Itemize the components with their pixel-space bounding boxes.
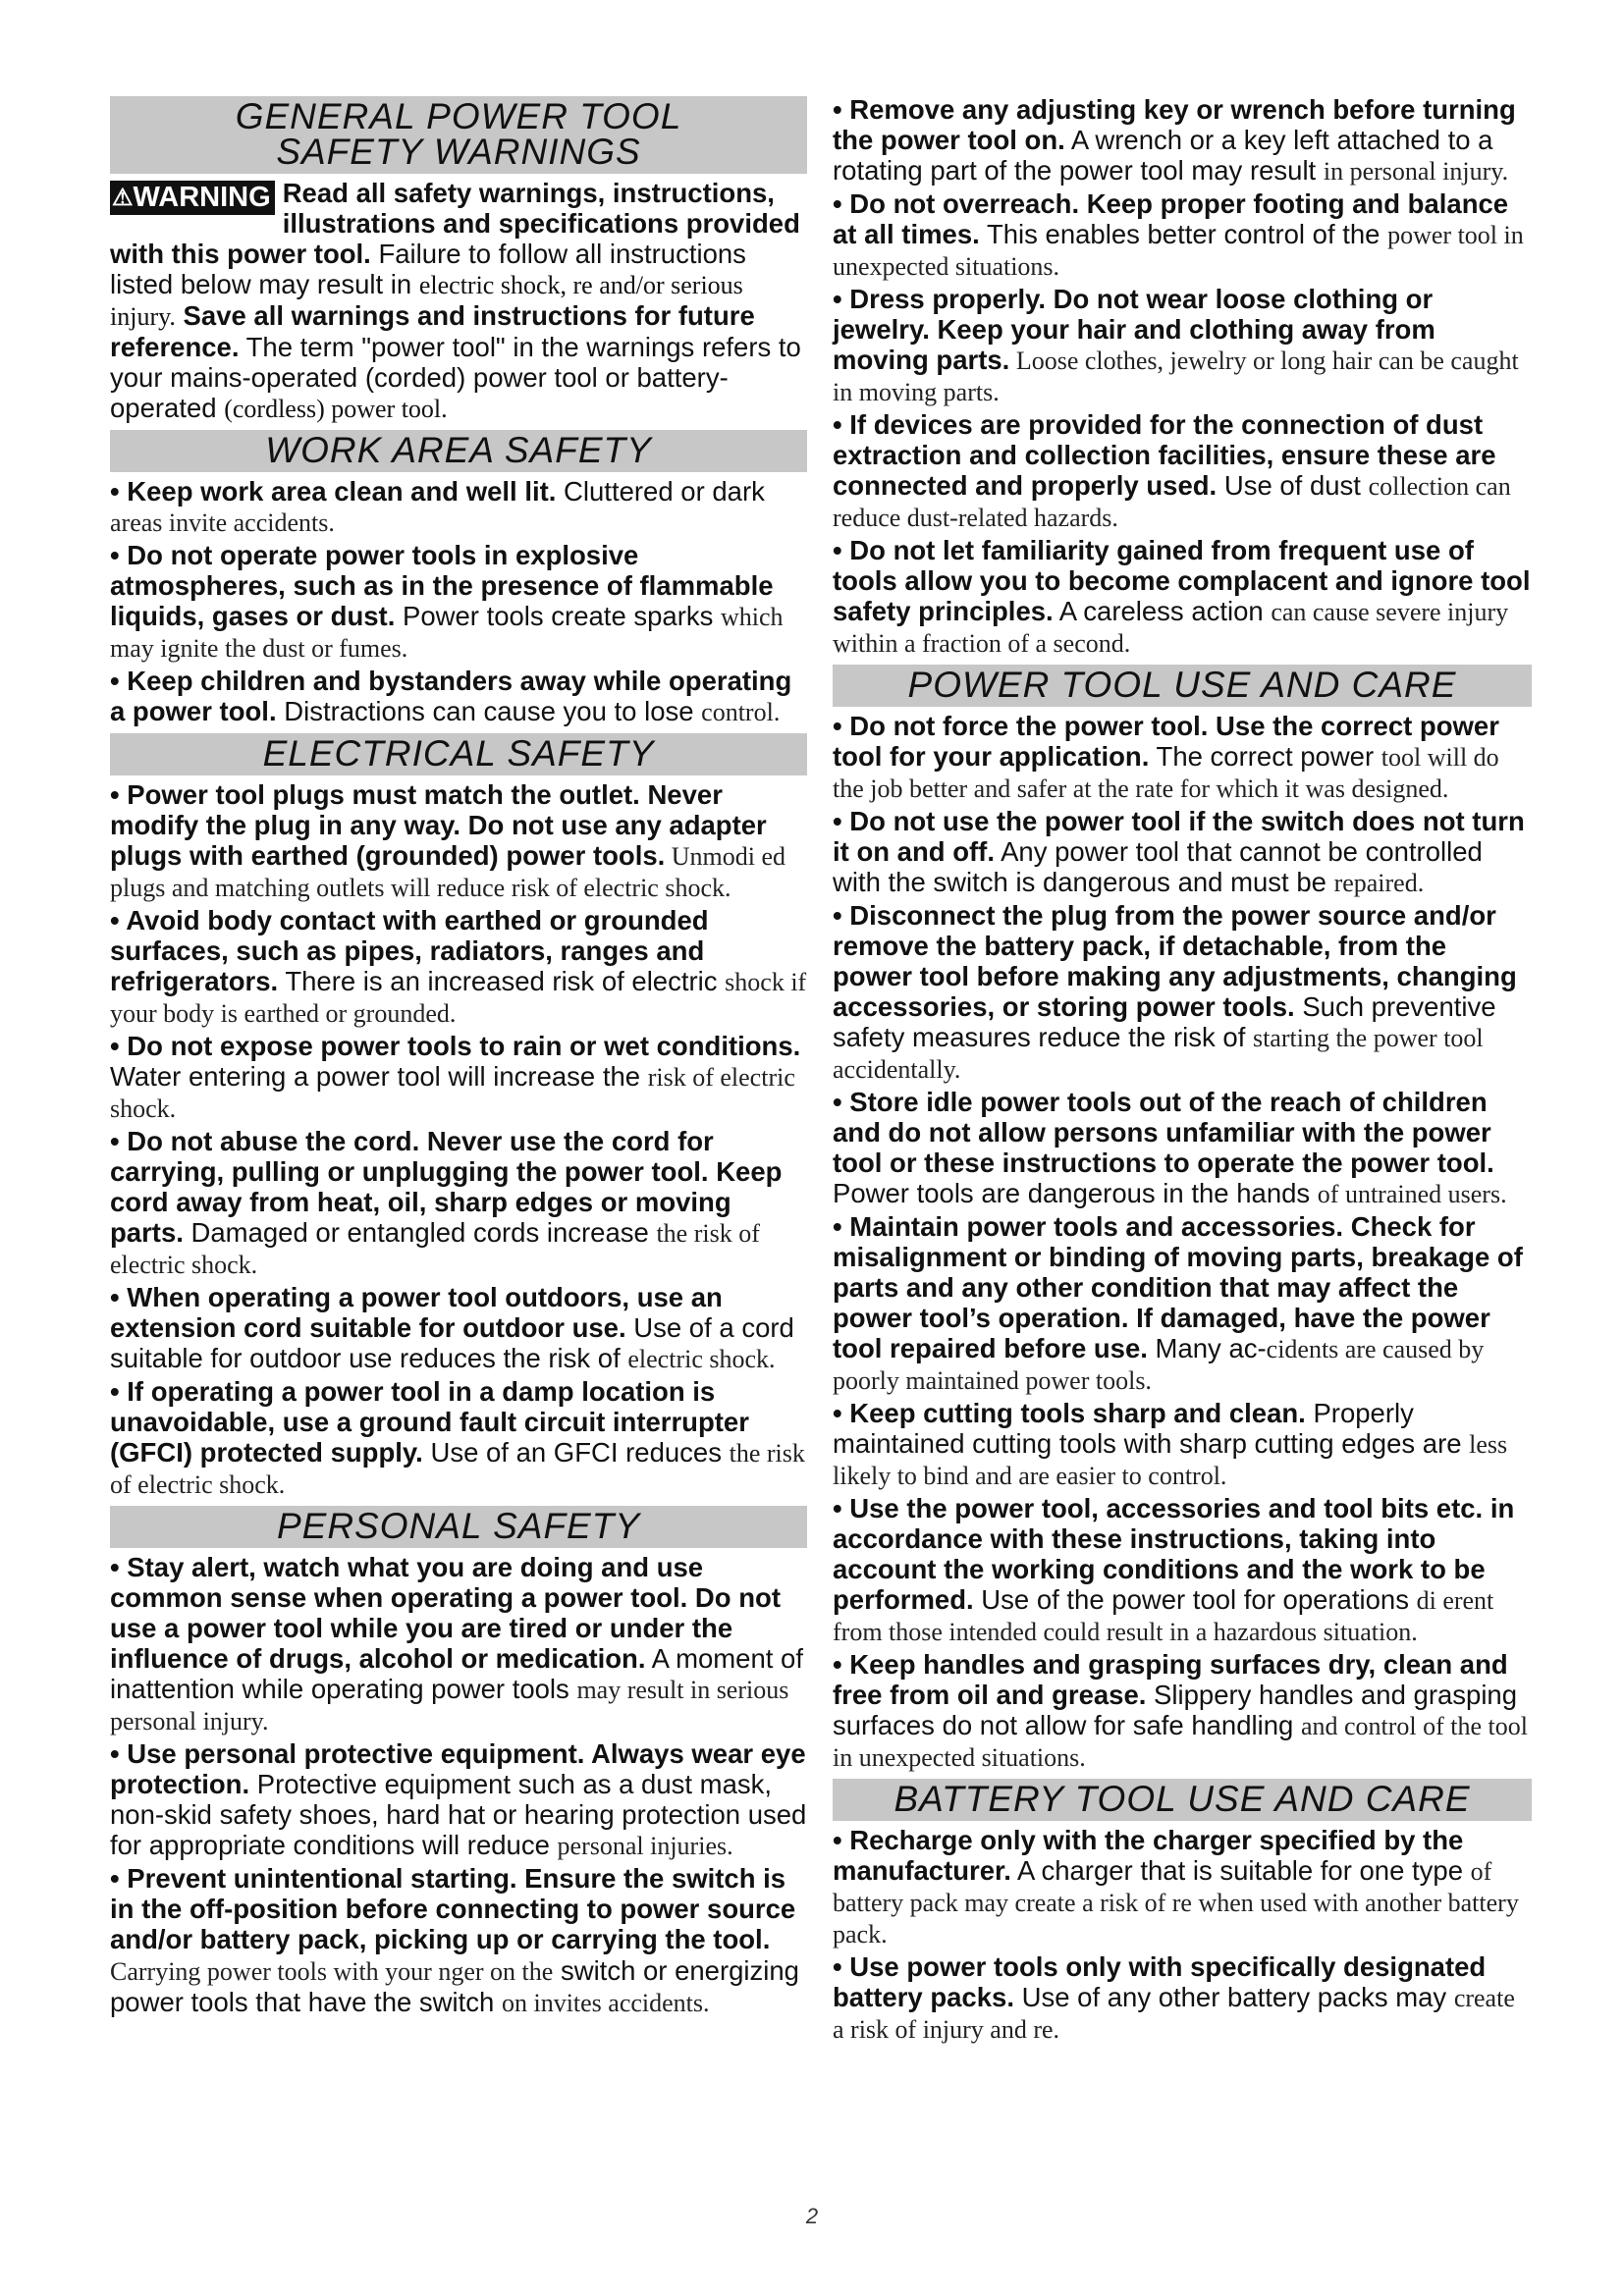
personal-items-continued	[833, 94, 1532, 659]
item-normal: Slippery handles and grasping surfaces do not allow for safe handling	[833, 1680, 1518, 1740]
item-serif: shock if your body is earthed or grounded.	[110, 968, 807, 1028]
item-bold: Maintain power tools and accessories. Check for misalignment or binding of moving parts, breakage of parts and any other condition that may affect the power tool’s operation. If damaged, have the power tool repaired before use.	[833, 1211, 1523, 1363]
item-bold: Use power tools only with specifically designated battery packs.	[833, 1951, 1487, 2012]
item-serif: collection can reduce dust-related hazards.	[833, 472, 1511, 532]
item-bold: Stay alert, watch what you are doing and use common sense when operating a power tool. Do not use a power tool while you are tired or under the influence of drugs, alcohol or medication.	[110, 1552, 781, 1674]
item-normal: Power tools create sparks	[395, 601, 722, 631]
item-normal: Use of any other battery packs may	[1013, 1982, 1454, 2012]
section-title-line2: SAFETY WARNINGS	[276, 132, 641, 172]
item-serif: the risk of electric shock.	[110, 1219, 760, 1279]
list-item: • Store idle power tools out of the reach of children and do not allow persons unfamiliar with the power tool or these instructions to operate the power tool. Power tools are dangerous in the hands of untrained users.	[833, 1087, 1507, 1208]
item-serif: tool will do the job better and safer at the rate for which it was designed.	[833, 743, 1499, 803]
item-normal: Properly maintained cutting tools with sharp cutting edges are	[833, 1398, 1470, 1459]
warning-intro-serif2: (cordless) power tool.	[224, 395, 448, 423]
item-serif: and control of the tool in unexpected situations.	[833, 1712, 1529, 1772]
list-item: • Disconnect the plug from the power source and/or remove the battery pack, if detachable, from the power tool before making any adjustments, changing accessories, or storing power tools. Such preventive safety measures reduce the risk of starting the power tool accidentally.	[833, 900, 1517, 1084]
item-bold: If operating a power tool in a damp location is unavoidable, use a ground fault circuit interrupter (GFCI) protected supply.	[110, 1376, 749, 1468]
warning-intro-normal: Failure to follow all instructions listed below may result in	[110, 239, 746, 299]
list-item: • Do not expose power tools to rain or wet conditions. Water entering a power tool will increase the risk of electric shock.	[110, 1031, 801, 1123]
item-normal: The correct power	[1149, 741, 1381, 772]
item-bold: Disconnect the plug from the power source and/or remove the battery pack, if detachable, from the power tool before making any adjustments, changing accessories, or storing power tools.	[833, 900, 1517, 1022]
item-normal: Use of dust	[1217, 470, 1369, 501]
item-normal: Protective equipment such as a dust mask, non-skid safety shoes, hard hat or hearing protection used for appropriate conditions will reduce	[110, 1769, 807, 1860]
list-item: • Maintain power tools and accessories. Check for misalignment or binding of moving parts, breakage of parts and any other condition that may affect the power tool’s operation. If damaged, have the power tool repaired before use. Many ac-cidents are caused by poorly maintained power tools.	[833, 1211, 1523, 1395]
item-bold: Power tool plugs must match the outlet. Never modify the plug in any way. Do not use any adapter plugs with earthed (grounded) power tools.	[110, 779, 767, 871]
list-item: • Do not use the power tool if the switch does not turn it on and off. Any power tool that cannot be controlled with the switch is dangerous and must be repaired.	[833, 806, 1525, 897]
item-bold: Remove any adjusting key or wrench before turning the power tool on.	[833, 94, 1516, 155]
warning-label: WARNING	[133, 182, 271, 213]
item-bold: Do not overreach. Keep proper footing and balance at all times.	[833, 188, 1509, 249]
item-bold: If devices are provided for the connection of dust extraction and collection facilities, ensure these are connected and properly used.	[833, 409, 1496, 501]
item-bold: Do not expose power tools to rain or wet conditions.	[127, 1031, 801, 1061]
item-bold: Do not operate power tools in explosive atmospheres, such as in the presence of flammable liquids, gases or dust.	[110, 540, 774, 631]
list-item: • Do not abuse the cord. Never use the cord for carrying, pulling or unplugging the power tool. Keep cord away from heat, oil, sharp edges or moving parts. Damaged or entangled cords increase the risk of electric shock.	[110, 1126, 783, 1279]
list-item: • Do not operate power tools in explosive atmospheres, such as in the presence of flammable liquids, gases or dust. Power tools create sparks which may ignite the dust or fumes.	[110, 540, 784, 663]
item-bold: Do not force the power tool. Use the correct power tool for your application.	[833, 711, 1499, 772]
item-serif2: on invites accidents.	[501, 1989, 710, 2017]
battery-items	[833, 1825, 1532, 2045]
item-serif: create a risk of injury and re.	[833, 1984, 1515, 2044]
list-item: • Dress properly. Do not wear loose clothing or jewelry. Keep your hair and clothing away from moving parts. Loose clothes, jewelry or long hair can be caught in moving parts.	[833, 284, 1519, 406]
list-item: • Remove any adjusting key or wrench before turning the power tool on. A wrench or a key left attached to a rotating part of the power tool may result in personal injury.	[833, 94, 1516, 186]
item-bold: Do not abuse the cord. Never use the cord for carrying, pulling or unplugging the power tool. Keep cord away from heat, oil, sharp edges or moving parts.	[110, 1126, 783, 1248]
list-item: • Prevent unintentional starting. Ensure the switch is in the off-position before connecting to power source and/or battery pack, picking up or carrying the tool. Carrying power tools with your nger on the switch or energizing power tools that have the switch on invites accidents.	[110, 1863, 799, 2017]
item-serif: di erent from those intended could result in a hazardous situation.	[833, 1586, 1494, 1646]
item-serif: areas invite accidents.	[110, 508, 335, 537]
section-header-general-safety	[110, 96, 807, 174]
item-bold: Keep cutting tools sharp and clean.	[849, 1398, 1306, 1428]
item-normal: This enables better control of the	[979, 219, 1388, 249]
list-item: • If devices are provided for the connection of dust extraction and collection facilities, ensure these are connected and properly used. Use of dust collection can reduce dust-related hazards.	[833, 409, 1511, 532]
item-serif: Loose clothes, jewelry or long hair can be caught in moving parts.	[833, 347, 1519, 406]
item-normal: Power tools are dangerous in the hands	[833, 1178, 1318, 1208]
work-area-items	[110, 476, 807, 727]
item-normal: Cluttered or dark	[556, 476, 765, 507]
item-serif: repaired.	[1333, 869, 1425, 897]
item-serif: risk of electric shock.	[110, 1063, 795, 1123]
list-item: • Do not let familiarity gained from frequent use of tools allow you to become complacent and ignore tool safety principles. A careless action can cause severe injury within a fraction of a second.	[833, 535, 1531, 658]
warning-intro-bold2: Save all warnings and instructions for future reference.	[110, 300, 755, 362]
item-bold: Recharge only with the charger specified by the manufacturer.	[833, 1825, 1464, 1886]
item-normal: A careless action	[1053, 596, 1272, 626]
section-header-tool-use: POWER TOOL USE AND CARE	[833, 665, 1532, 707]
item-serif: the risk of electric shock.	[110, 1439, 805, 1499]
list-item: • Use personal protective equipment. Always wear eye protection. Protective equipment such as a dust mask, non-skid safety shoes, hard hat or hearing protection used for appropriate conditions will reduce personal injuries.	[110, 1738, 807, 1860]
item-serif: in personal injury.	[1323, 157, 1509, 186]
list-item: • When operating a power tool outdoors, use an extension cord suitable for outdoor use. Use of a cord suitable for outdoor use reduces the risk of electric shock.	[110, 1282, 794, 1373]
warning-triangle-icon: ⚠	[112, 185, 134, 211]
list-item: • Avoid body contact with earthed or grounded surfaces, such as pipes, radiators, ranges and refrigerators. There is an increased risk of electric shock if your body is earthed or grounded.	[110, 905, 807, 1028]
item-bold: Do not let familiarity gained from frequent use of tools allow you to become complacent and ignore tool safety principles.	[833, 535, 1531, 626]
item-bold: Use the power tool, accessories and tool bits etc. in accordance with these instructions, taking into account the working conditions and the work to be performed.	[833, 1493, 1515, 1615]
item-normal: A charger that is suitable for one type	[1010, 1855, 1471, 1886]
section-header-electrical: ELECTRICAL SAFETY	[110, 733, 807, 775]
warning-intro-serif: electric shock, re and/or serious injury.	[110, 271, 743, 331]
section-header-work-area: WORK AREA SAFETY	[110, 430, 807, 472]
item-serif: of battery pack may create a risk of re when used with another battery pack.	[833, 1857, 1519, 1949]
list-item: • Power tool plugs must match the outlet. Never modify the plug in any way. Do not use any adapter plugs with earthed (grounded) power tools. Unmodi ed plugs and matching outlets will reduce risk of electric shock.	[110, 779, 786, 902]
item-serif: Unmodi ed plugs and matching outlets will reduce risk of electric shock.	[110, 842, 786, 902]
list-item: • Stay alert, watch what you are doing and use common sense when operating a power tool. Do not use a power tool while you are tired or under the influence of drugs, alcohol or medication. A moment of inattention while operating power tools may result in serious personal injury.	[110, 1552, 803, 1735]
item-bold: Keep children and bystanders away while operating a power tool.	[110, 666, 792, 726]
item-normal: Use of an GFCI reduces	[422, 1437, 730, 1468]
item-serif: Carrying power tools with your nger on the	[110, 1957, 554, 1986]
page-number: 2	[805, 2204, 819, 2228]
item-normal: There is an increased risk of electric	[278, 966, 726, 996]
item-normal: Many ac-	[1147, 1333, 1267, 1363]
item-normal: Use of a cord suitable for outdoor use reduces the risk of	[110, 1312, 794, 1373]
section-title-line1: GENERAL POWER TOOL	[235, 96, 682, 136]
warning-intro-normal2: The term "power tool" in the warnings refers to your mains-operated (corded) power tool or battery-operated	[110, 332, 801, 423]
item-bold: Prevent unintentional starting. Ensure the switch is in the off-position before connecting to power source and/or battery pack, picking up or carrying the tool.	[110, 1863, 796, 1954]
item-bold: Store idle power tools out of the reach of children and do not allow persons unfamiliar with the power tool or these instructions to operate the power tool.	[833, 1087, 1494, 1178]
item-normal: Use of the power tool for operations	[973, 1584, 1417, 1615]
item-bold: Keep work area clean and well lit.	[127, 476, 557, 507]
list-item: • Do not overreach. Keep proper footing and balance at all times. This enables better control of the power tool in unexpected situations.	[833, 188, 1524, 281]
item-serif: of untrained users.	[1317, 1180, 1507, 1208]
item-normal: A wrench or a key left attached to a rotating part of the power tool may result	[833, 125, 1493, 186]
tool-use-items	[833, 711, 1532, 1773]
right-column	[833, 90, 1532, 2045]
left-column	[110, 90, 807, 2018]
list-item: • If operating a power tool in a damp location is unavoidable, use a ground fault circuit interrupter (GFCI) protected supply. Use of an GFCI reduces the risk of electric shock.	[110, 1376, 805, 1499]
list-item: • Do not force the power tool. Use the correct power tool for your application. The correct power tool will do the job better and safer at the rate for which it was designed.	[833, 711, 1499, 803]
list-item: • Keep children and bystanders away while operating a power tool. Distractions can cause you to lose control.	[110, 666, 792, 726]
item-bold: Dress properly. Do not wear loose clothing or jewelry. Keep your hair and clothing away from moving parts.	[833, 284, 1435, 375]
personal-items	[110, 1552, 807, 2018]
item-bold: When operating a power tool outdoors, use an extension cord suitable for outdoor use.	[110, 1282, 723, 1343]
item-normal: Such preventive safety measures reduce the risk of	[833, 991, 1496, 1052]
item-serif: power tool in unexpected situations.	[833, 221, 1524, 281]
warning-badge	[110, 181, 275, 215]
item-serif: starting the power tool accidentally.	[833, 1024, 1484, 1084]
item-serif: personal injuries.	[557, 1832, 733, 1860]
item-normal: Water entering a power tool will increase the	[110, 1061, 648, 1092]
item-bold: Avoid body contact with earthed or grounded surfaces, such as pipes, radiators, ranges and refrigerators.	[110, 905, 709, 996]
item-bold: Use personal protective equipment. Always wear eye protection.	[110, 1738, 806, 1799]
list-item: • Keep work area clean and well lit. Cluttered or dark areas invite accidents.	[110, 476, 765, 537]
list-item: • Use power tools only with specifically designated battery packs. Use of any other battery packs may create a risk of injury and re.	[833, 1951, 1515, 2044]
item-serif: cidents are caused by poorly maintained power tools.	[833, 1335, 1485, 1395]
warning-intro-bold: Read all safety warnings, instructions, illustrations and specifications provided with this power tool.	[110, 178, 800, 269]
item-serif: electric shock.	[627, 1345, 776, 1373]
electrical-items	[110, 779, 807, 1500]
item-bold: Keep handles and grasping surfaces dry, clean and free from oil and grease.	[833, 1649, 1508, 1710]
item-serif: control.	[701, 698, 781, 726]
section-header-battery: BATTERY TOOL USE AND CARE	[833, 1779, 1532, 1821]
general-warning-paragraph	[110, 178, 807, 424]
item-serif: which may ignite the dust or fumes.	[110, 603, 784, 663]
list-item: • Keep handles and grasping surfaces dry, clean and free from oil and grease. Slippery handles and grasping surfaces do not allow for safe handling and control of the tool in unexpected situations.	[833, 1649, 1529, 1772]
item-normal2: switch or energizing power tools that have the switch	[110, 1955, 799, 2017]
item-normal: Damaged or entangled cords increase	[183, 1217, 657, 1248]
item-normal: Any power tool that cannot be controlled with the switch is dangerous and must be	[833, 836, 1483, 897]
list-item: • Use the power tool, accessories and tool bits etc. in accordance with these instructions, taking into account the working conditions and the work to be performed. Use of the power tool for operations di erent from those intended could result in a hazardous situation.	[833, 1493, 1515, 1646]
list-item: • Recharge only with the charger specified by the manufacturer. A charger that is suitable for one type of battery pack may create a risk of re when used with another battery pack.	[833, 1825, 1519, 1949]
item-normal: Distractions can cause you to lose	[276, 696, 702, 726]
item-bold: Do not use the power tool if the switch does not turn it on and off.	[833, 806, 1525, 867]
section-header-personal: PERSONAL SAFETY	[110, 1506, 807, 1548]
item-serif: may result in serious personal injury.	[110, 1676, 789, 1735]
item-normal: A moment of inattention while operating power tools	[110, 1643, 803, 1704]
item-serif: can cause severe injury within a fraction of a second.	[833, 598, 1509, 658]
list-item: • Keep cutting tools sharp and clean. Properly maintained cutting tools with sharp cutting edges are less likely to bind and are easier to control.	[833, 1398, 1508, 1490]
item-serif: less likely to bind and are easier to control.	[833, 1430, 1508, 1490]
